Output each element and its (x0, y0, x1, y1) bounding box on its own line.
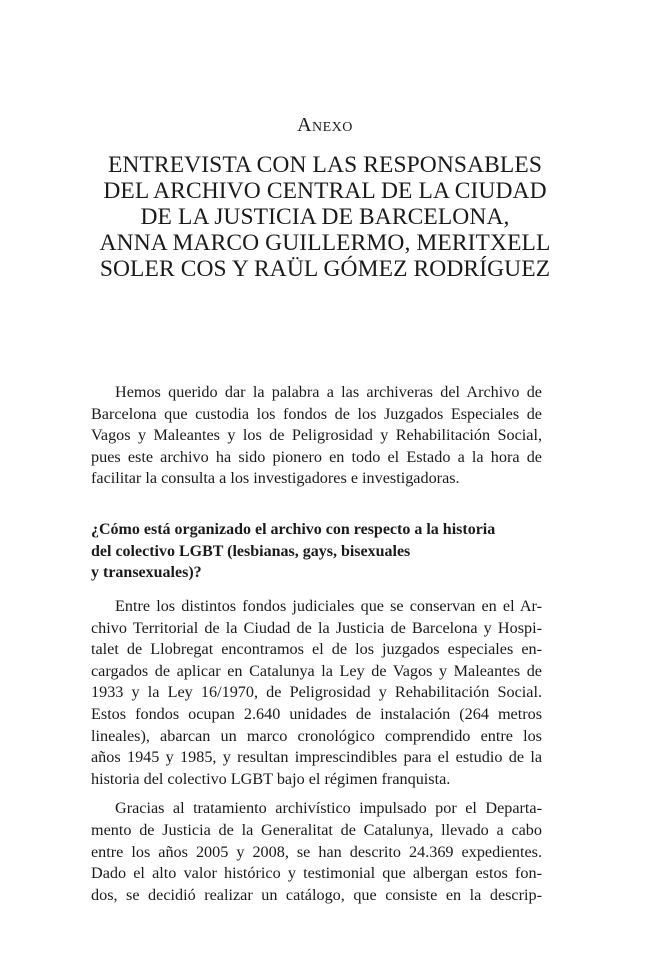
text-line: facilitar la consulta a los investigadores e investigadoras. (91, 469, 460, 488)
question-line: ¿Cómo está organizado el archivo con respecto a la historia (91, 521, 496, 538)
chapter-title-line: ANNA MARCO GUILLERMO, MERITXELL (99, 230, 551, 256)
text-line: Barcelona que custodia los fondos de los Juzgados Especiales de (91, 404, 542, 423)
chapter-title (60, 152, 590, 282)
text-line: historia del colectivo LGBT bajo el régimen franquista. (91, 769, 451, 788)
text-line: dos, se decidió realizar un catálogo, que consiste en la descrip- (91, 885, 542, 904)
text-line: talet de Llobregat encontramos el de los juzgados especiales en- (91, 640, 542, 659)
text-line: entre los años 2005 y 2008, se han descrito 24.369 expedientes. (91, 842, 542, 861)
question-line: y transexuales)? (91, 564, 202, 581)
text-line: chivo Territorial de la Ciudad de la Justicia de Barcelona y Hospi- (91, 618, 542, 637)
chapter-title-line: DEL ARCHIVO CENTRAL DE LA CIUDAD (103, 178, 547, 204)
text-line: lineales), abarcan un marco cronológico comprendido entre los (91, 726, 542, 745)
section-label: Anexo (297, 114, 353, 136)
intro-paragraph (91, 382, 542, 490)
interview-answer (91, 596, 542, 914)
text-line: Gracias al tratamiento archivístico impulsado por el Departa- (115, 799, 542, 818)
interview-question (91, 519, 542, 584)
text-line: Dado el alto valor histórico y testimonial que albergan estos fon- (91, 864, 542, 883)
chapter-title-line: SOLER COS Y RAÜL GÓMEZ RODRÍGUEZ (99, 256, 551, 282)
intro-section (91, 382, 542, 498)
text-line: Vagos y Maleantes y los de Peligrosidad y Rehabilitación Social, (91, 426, 542, 445)
text-line: pues este archivo ha sido pionero en todo el Estado a la hora de (91, 447, 542, 466)
text-line: mento de Justicia de la Generalitat de Catalunya, llevado a cabo (91, 820, 542, 839)
chapter-title-line: DE LA JUSTICIA DE BARCELONA, (140, 204, 510, 230)
answer-paragraph-2 (91, 798, 542, 906)
chapter-title-line: ENTREVISTA CON LAS RESPONSABLES (107, 152, 543, 178)
text-line: cargados de aplicar en Catalunya la Ley de Vagos y Maleantes de (91, 661, 542, 680)
text-line: Entre los distintos fondos judiciales que se conservan en el Ar- (115, 597, 542, 615)
question-line: del colectivo LGBT (lesbianas, gays, bisexuales (91, 542, 411, 560)
text-line: Hemos querido dar la palabra a las archiveras del Archivo de (115, 383, 542, 401)
text-line: 1933 y la Ley 16/1970, de Peligrosidad y Rehabilitación Social. (91, 683, 542, 702)
text-line: años 1945 y 1985, y resultan imprescindibles para el estudio de la (91, 748, 542, 767)
answer-paragraph-1 (91, 596, 542, 790)
text-line: Estos fondos ocupan 2.640 unidades de instalación (264 metros (91, 704, 542, 723)
